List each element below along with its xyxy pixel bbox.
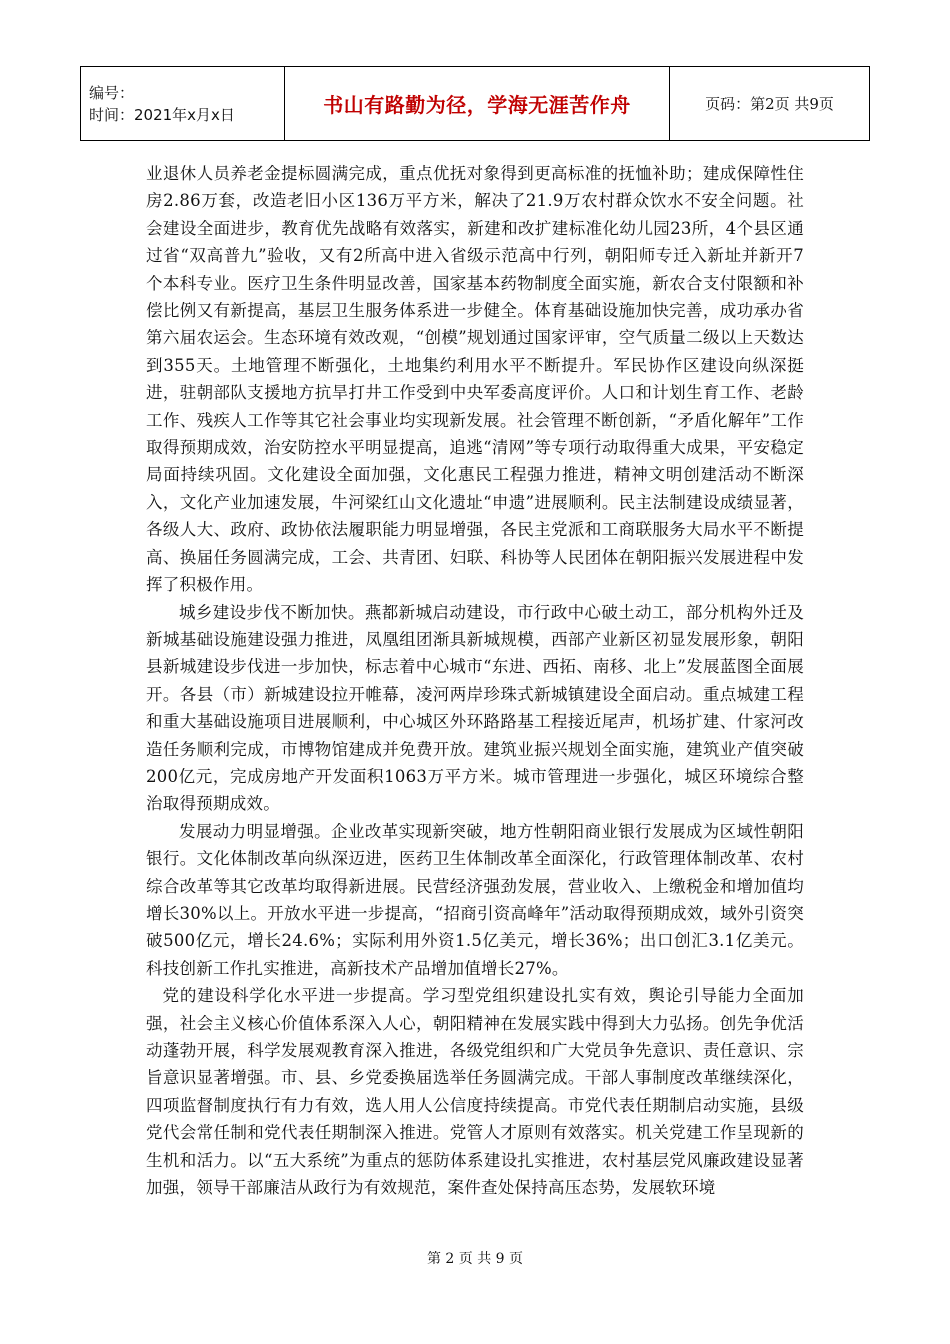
header-meta	[81, 67, 285, 141]
paragraph-party-building: 党的建设科学化水平进一步提高。学习型党组织建设扎实有效，舆论引导能力全面加强，社会主义核心价值体系深入人心，朝阳精神在发展实践中得到大力弘扬。创先争优活动蓬勃开展，科学发展观教育深入推进，各级党组织和广大党员争先意识、责任意识、宗旨意识显著增强。市、县、乡党委换届选举任务圆满完成。干部人事制度改革继续深化，四项监督制度执行有力有效，选人用人公信度持续提高。市党代表任期制启动实施，县级党代会常任制和党代表任期制深入推进。党管人才原则有效落实。机关党建工作呈现新的生机和活力。以“五大系统”为重点的惩防体系建设扎实推进，农村基层党风廉政建设显著加强，领导干部廉洁从政行为有效规范，案件查处保持高压态势，发展软环境	[146, 986, 804, 1198]
document-code-label: 编号：	[89, 83, 135, 102]
document-body	[146, 160, 804, 1201]
page-footer: 第 2 页 共 9 页	[426, 1251, 524, 1267]
header-motto: 书山有路勤为径，学海无涯苦作舟	[285, 67, 670, 141]
paragraph-social-progress: 业退休人员养老金提标圆满完成，重点优抚对象得到更高标准的抚恤补助；建成保障性住房2.86万套，改造老旧小区136万平方米，解决了21.9万农村群众饮水不安全问题。社会建设全面进步，教育优先战略有效落实，新建和改扩建标准化幼儿园23所，4个县区通过省“双高普九”验收，又有2所高中进入省级示范高中行列，朝阳师专迁入新址并新开7个本科专业。医疗卫生条件明显改善，国家基本药物制度全面实施，新农合支付限额和补偿比例又有新提高，基层卫生服务体系进一步健全。体育基础设施加快完善，成功承办省第六届农运会。生态环境有效改观，“创模”规划通过国家评审，空气质量二级以上天数达到355天。土地管理不断强化，土地集约利用水平不断提升。军民协作区建设向纵深挺进，驻朝部队支援地方抗旱打井工作受到中央军委高度评价。人口和计划生育工作、老龄工作、残疾人工作等其它社会事业均实现新发展。社会管理不断创新，“矛盾化解年”工作取得预期成效，治安防控水平明显提高，追逃“清网”等专项行动取得重大成果，平安稳定局面持续巩固。文化建设全面加强，文化惠民工程强力推进，精神文明创建活动不断深入，文化产业加速发展，牛河梁红山文化遗址“申遗”进展顺利。民主法制建设成绩显著，各级人大、政府、政协依法履职能力明显增强，各民主党派和工商联服务大局水平不断提高、换届任务圆满完成，工会、共青团、妇联、科协等人民团体在朝阳振兴发展进程中发挥了积极作用。	[146, 164, 804, 595]
paragraph-development-momentum: 发展动力明显增强。企业改革实现新突破，地方性朝阳商业银行发展成为区域性朝阳银行。文化体制改革向纵深迈进，医药卫生体制改革全面深化，行政管理体制改革、农村综合改革等其它改革均取得新进展。民营经济强劲发展，营业收入、上缴税金和增加值均增长30%以上。开放水平进一步提高，“招商引资高峰年”活动取得预期成效，域外引资突破500亿元，增长24.6%；实际利用外资1.5亿美元，增长36%；出口创汇3.1亿美元。科技创新工作扎实推进，高新技术产品增加值增长27%。	[146, 821, 804, 978]
paragraph-urban-construction: 城乡建设步伐不断加快。燕都新城启动建设，市行政中心破土动工，部分机构外迁及新城基础设施建设强力推进，凤凰组团渐具新城规模，西部产业新区初显发展形象，朝阳县新城建设步伐进一步加快，标志着中心城市“东进、西拓、南移、北上”发展蓝图全面展开。各县（市）新城建设拉开帷幕，凌河两岸珍珠式新城镇建设全面启动。重点城建工程和重大基础设施项目进展顺利，中心城区外环路路基工程接近尾声，机场扩建、什家河改造任务顺利完成，市博物馆建成并免费开放。建筑业振兴规划全面实施，建筑业产值突破200亿元，完成房地产开发面积1063万平方米。城市管理进一步强化，城区环境综合整治取得预期成效。	[146, 602, 804, 814]
header-page-info: 页码：第2页 共9页	[670, 67, 870, 141]
document-time-label: 时间：2021年x月x日	[89, 105, 235, 124]
page-header	[80, 66, 870, 141]
